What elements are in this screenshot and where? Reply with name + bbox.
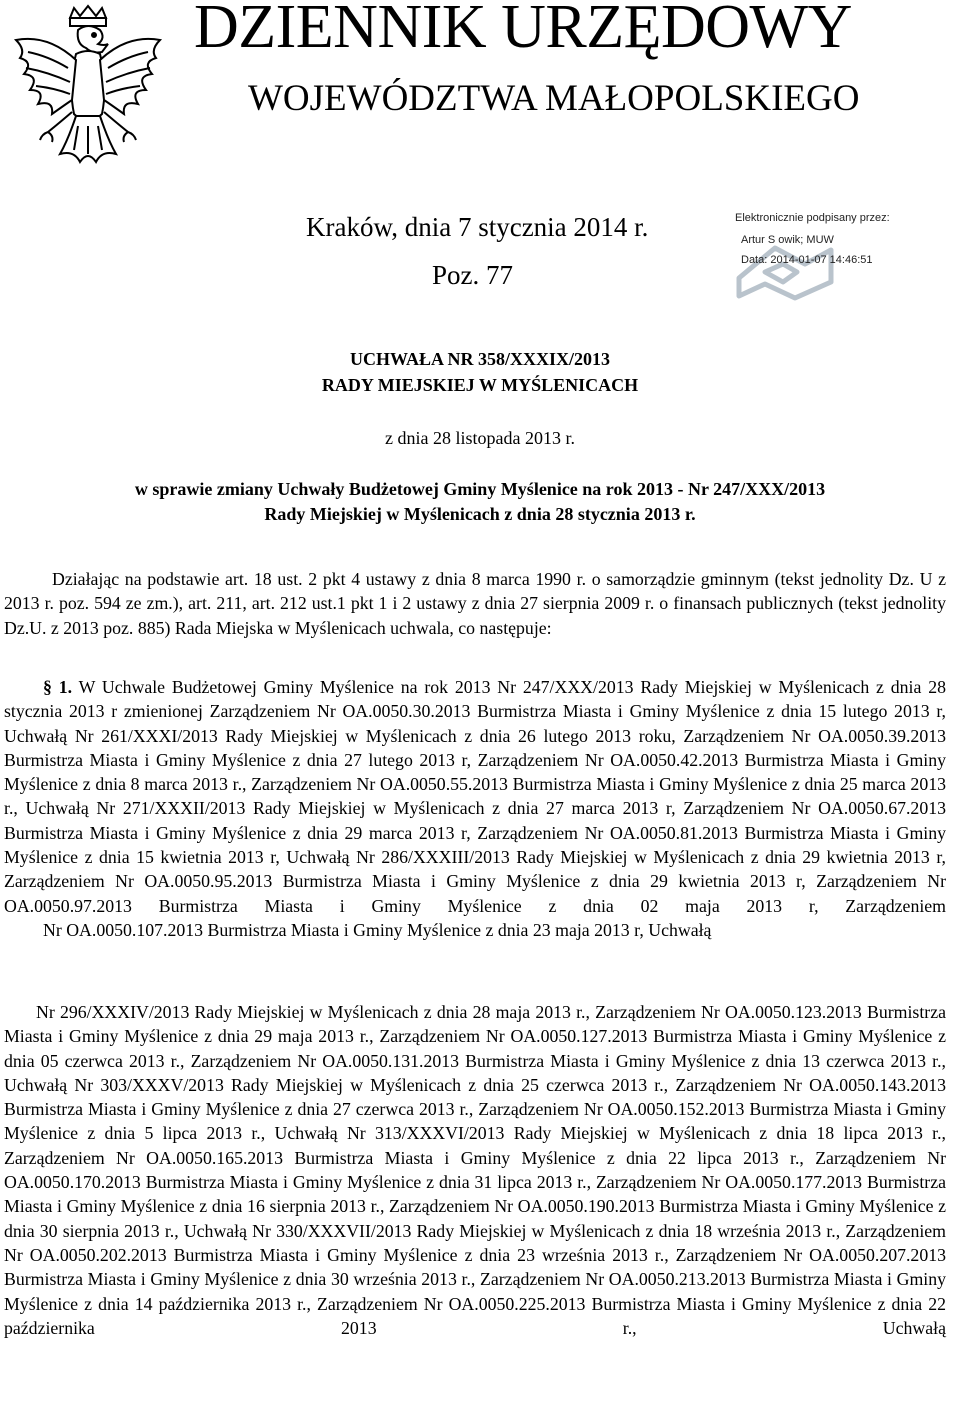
signer-name: Artur S owik; MUW	[741, 234, 834, 246]
electronic-signature	[735, 212, 955, 302]
resolution-number: UCHWAŁA NR 358/XXXIX/2013	[349, 349, 610, 369]
journal-title: DZIENNIK URZĘDOWY	[194, 0, 852, 61]
paragraph-continuation: Nr 296/XXXIV/2013 Rady Miejskiej w Myślenicach z dnia 28 maja 2013 r., Zarządzeniem Nr OA.0050.123.2013 Burmistrza Miasta i Gminy Myślenice z dnia 29 maja 2013 r., Zarządzeniem Nr OA.0050.127.2013 Burmistrza Miasta i Gminy Myślenice z dnia 05 czerwca 2013 r., Zarządzeniem Nr OA.0050.131.2013 Burmistrza Miasta i Gminy Myślenice z dnia 13 czerwca 2013 r., Uchwałą Nr 303/XXXV/2013 Rady Miejskiej w Myślenicach z dnia 25 czerwca 2013 r., Zarządzeniem Nr OA.0050.143.2013 Burmistrza Miasta i Gminy Myślenice z dnia 27 czerwca 2013 r., Zarządzeniem Nr OA.0050.152.2013 Burmistrza Miasta i Gminy Myślenice z dnia 5 lipca 2013 r., Uchwałą Nr 313/XXXVI/2013 Rady Miejskiej w Myślenicach z dnia 18 lipca 2013 r., Zarządzeniem Nr OA.0050.165.2013 Burmistrza Miasta i Gminy Myślenice z dnia 22 lipca 2013 r., Zarządzeniem Nr OA.0050.170.2013 Burmistrza Miasta i Gminy Myślenice z dnia 31 lipca 2013 r., Zarządzeniem Nr OA.0050.177.2013 Burmistrza Miasta i Gminy Myślenice z dnia 16 sierpnia 2013 r., Zarządzeniem Nr OA.0050.190.2013 Burmistrza Miasta i Gminy Myślenice z dnia 30 sierpnia 2013 r., Uchwałą Nr 330/XXXVII/2013 Rady Miejskiej w Myślenicach z dnia 18 września 2013 r., Zarządzeniem Nr OA.0050.202.2013 Burmistrza Miasta i Gminy Myślenice z dnia 23 września 2013 r., Zarządzeniem Nr OA.0050.207.2013 Burmistrza Miasta i Gminy Myślenice z dnia 30 września 2013 r., Zarządzeniem Nr OA.0050.213.2013 Burmistrza Miasta i Gminy Myślenice z dnia 14 października 2013 r., Zarządzeniem Nr OA.0050.225.2013 Burmistrza Miasta i Gminy Myślenice z dnia 22 października 2013 r., Uchwałą	[4, 1002, 946, 1338]
journal-subtitle: WOJEWÓDZTWA MAŁOPOLSKIEGO	[248, 78, 860, 119]
signature-date: Data: 2014-01-07 14:46:51	[741, 254, 873, 266]
resolution-date: z dnia 28 listopada 2013 r.	[385, 428, 575, 448]
position-number: Poz. 77	[432, 260, 513, 290]
signature-check-icon	[735, 238, 835, 302]
paragraph-1-last-line: Nr OA.0050.107.2013 Burmistrza Miasta i Gminy Myślenice z dnia 23 maja 2013 r, Uchwałą	[43, 919, 712, 940]
resolution-subject-line-1: w sprawie zmiany Uchwały Budżetowej Gminy Myślenice na rok 2013 - Nr 247/XXX/2013	[134, 479, 826, 499]
paragraph-1	[4, 675, 946, 942]
white-eagle-emblem-icon	[8, 4, 168, 182]
paragraph-1-text: W Uchwale Budżetowej Gminy Myślenice na rok 2013 Nr 247/XXX/2013 Rady Miejskiej w Myślenicach z dnia 28 stycznia 2013 r zmienionej Zarządzeniem Nr OA.0050.30.2013 Burmistrza Miasta i Gminy Myślenice z dnia 15 lutego 2013 r, Uchwałą Nr 261/XXXI/2013 Rady Miejskiej w Myślenicach z dnia 26 lutego 2013 roku, Zarządzeniem Nr OA.0050.39.2013 Burmistrza Miasta i Gminy Myślenice z dnia 27 lutego 2013 r, Zarządzeniem Nr OA.0050.42.2013 Burmistrza Miasta i Gminy Myślenice z dnia 8 marca 2013 r., Zarządzeniem Nr OA.0050.55.2013 Burmistrza Miasta i Gminy Myślenice z dnia 25 marca 2013 r., Uchwałą Nr 271/XXXII/2013 Rady Miejskiej w Myślenicach z dnia 27 marca 2013 r, Zarządzeniem Nr OA.0050.67.2013 Burmistrza Miasta i Gminy Myślenice z dnia 29 marca 2013 r, Zarządzeniem Nr OA.0050.81.2013 Burmistrza Miasta i Gminy Myślenice z dnia 15 kwietnia 2013 r, Uchwałą Nr 286/XXXIII/2013 Rady Miejskiej w Myślenicach z dnia 29 kwietnia 2013 r, Zarządzeniem Nr OA.0050.95.2013 Burmistrza Miasta i Gminy Myślenice z dnia 29 kwietnia 2013 r, Zarządzeniem Nr OA.0050.97.2013 Burmistrza Miasta i Gminy Myślenice z dnia 02 maja 2013 r, Zarządzeniem	[4, 677, 947, 916]
resolution-subject-line-2: Rady Miejskiej w Myślenicach z dnia 28 stycznia 2013 r.	[264, 504, 696, 524]
council-name: RADY MIEJSKIEJ W MYŚLENICACH	[321, 375, 639, 395]
legal-basis-paragraph: Działając na podstawie art. 18 ust. 2 pkt 4 ustawy z dnia 8 marca 1990 r. o samorządzie gminnym (tekst jednolity Dz. U z 2013 r. poz. 594 ze zm.), art. 211, art. 212 ust.1 pkt 1 i 2 ustawy z dnia 27 sierpnia 2009 r. o finansach publicznych (tekst jednolity Dz.U. z 2013 poz. 885) Rada Miejska w Myślenicach uchwala, co następuje:	[4, 569, 946, 638]
paragraph-sign: § 1.	[43, 677, 73, 697]
publication-date: Kraków, dnia 7 stycznia 2014 r.	[306, 212, 649, 242]
signature-label: Elektronicznie podpisany przez:	[735, 212, 890, 224]
